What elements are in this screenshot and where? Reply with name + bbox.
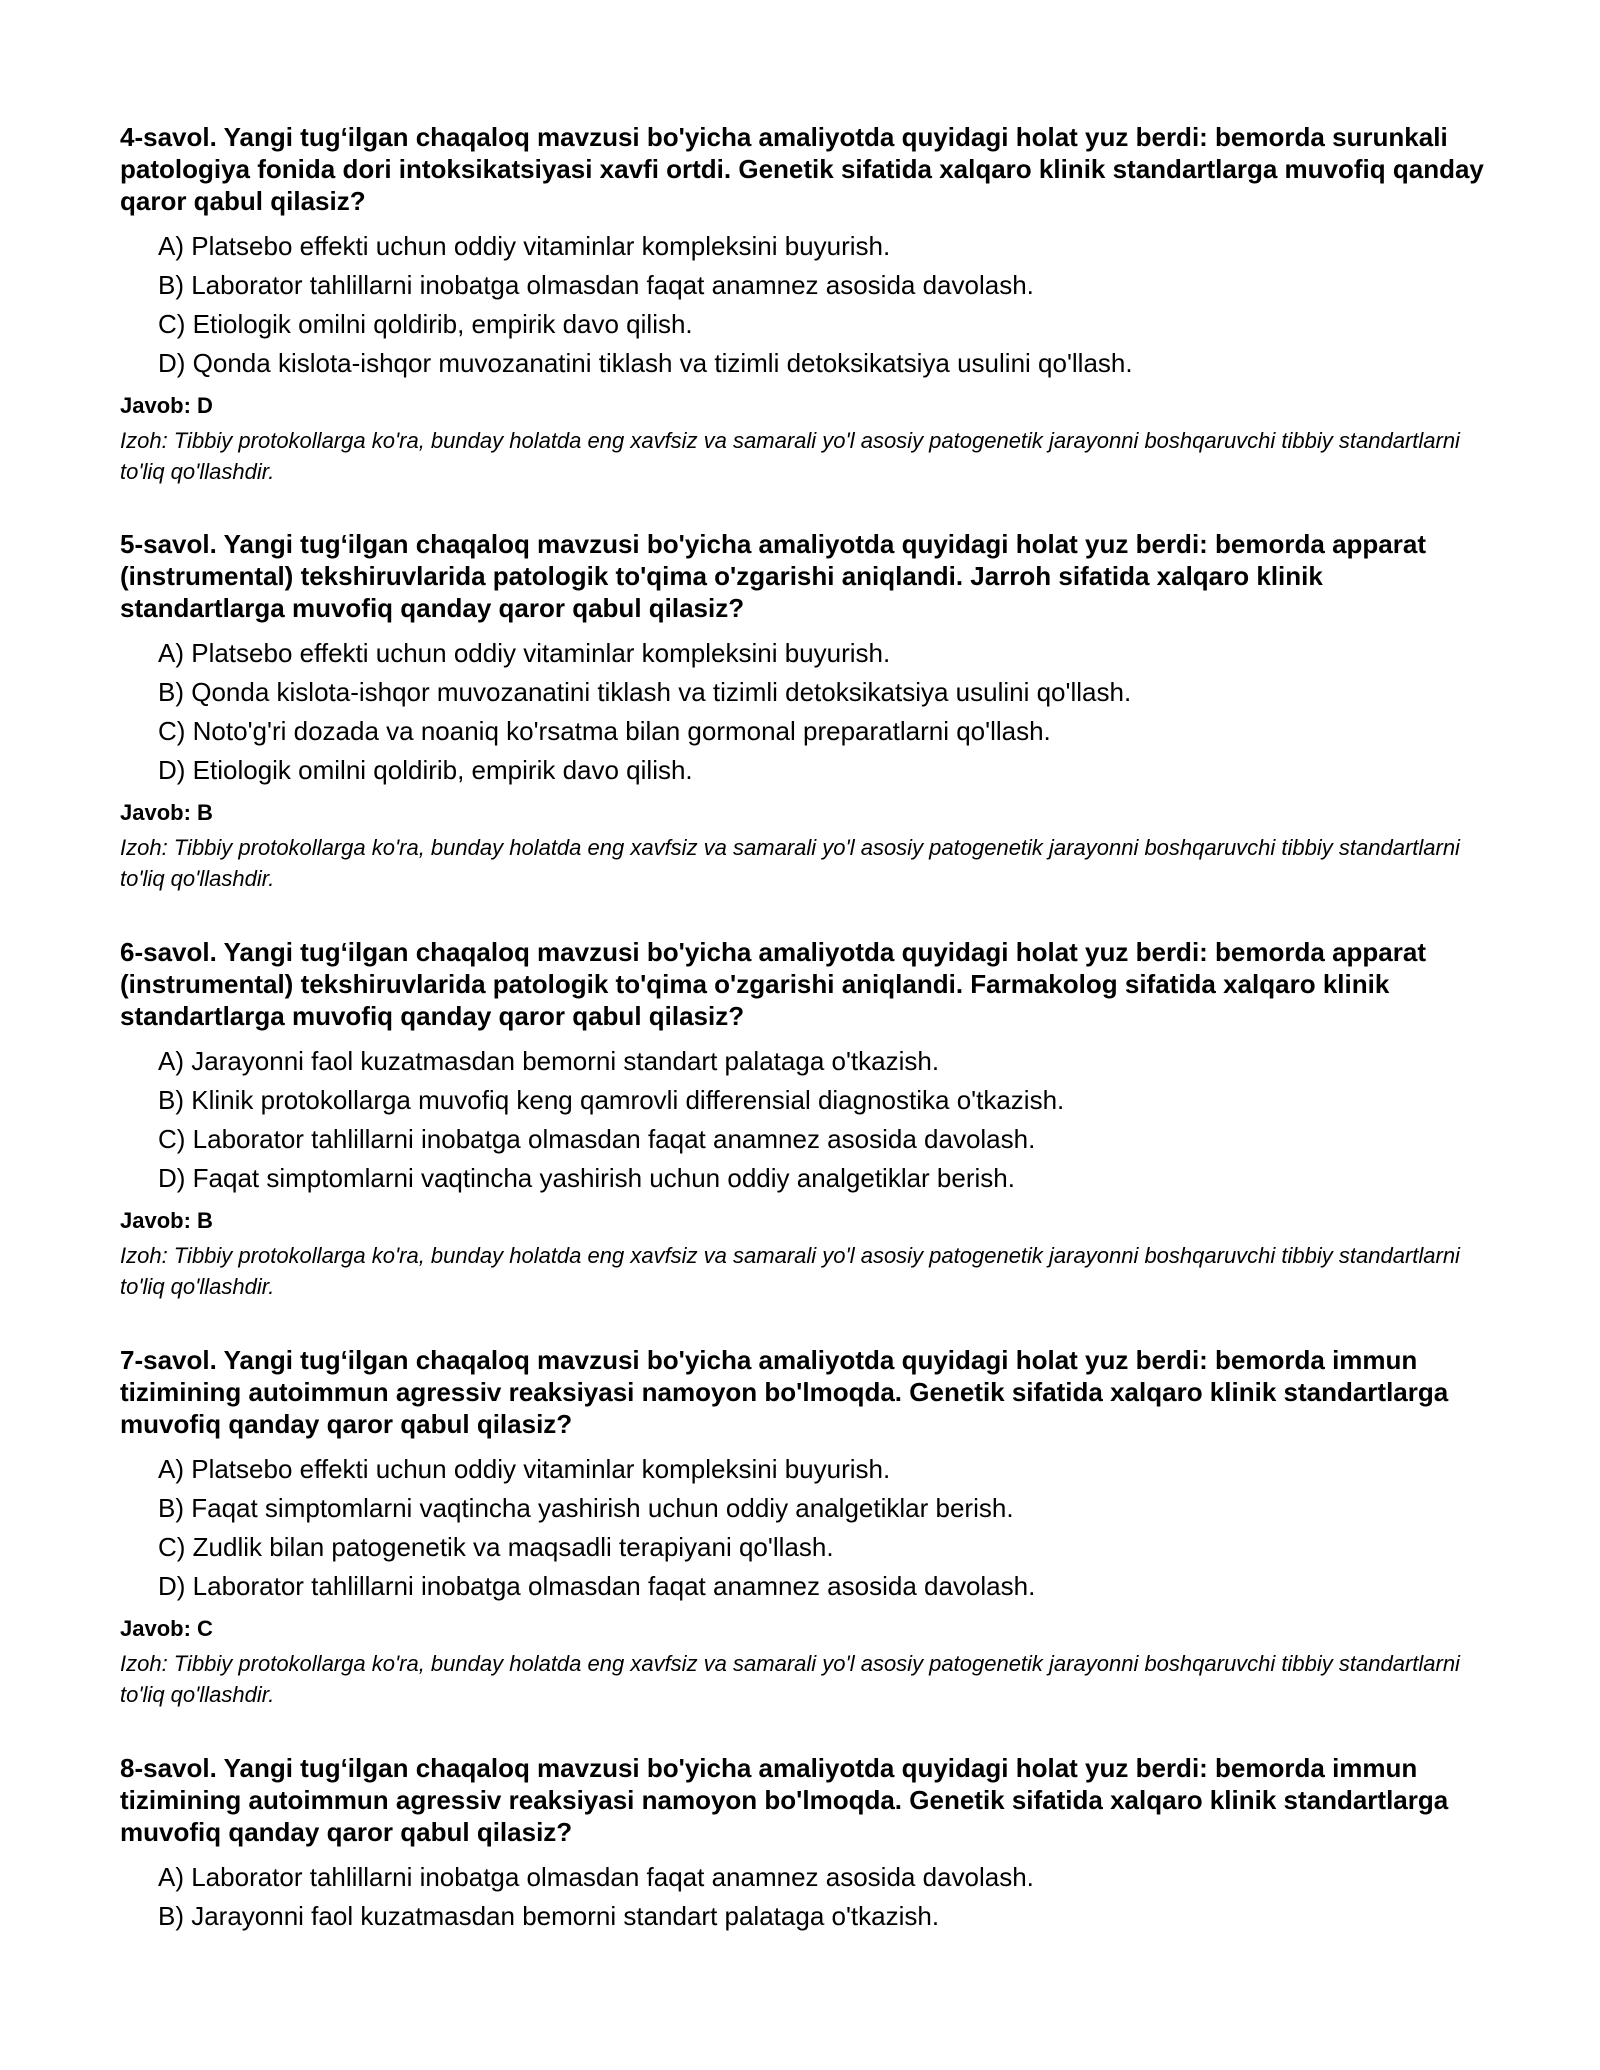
option-b: B) Laborator tahlillarni inobatga olmasdan faqat anamnez asosida davolash. (158, 270, 1034, 300)
option-a: A) Jarayonni faol kuzatmasdan bemorni standart palataga o'tkazish. (158, 1046, 940, 1076)
question-block (120, 528, 1490, 894)
explanation-text: Izoh: Tibbiy protokollarga ko'ra, bunday holatda eng xavfsiz va samarali yo'l asosiy patogenetik jarayonni boshqaruvchi tibbiy standartlarni to'liq qo'llashdir. (120, 835, 1460, 891)
question-title: 4-savol. Yangi tug‘ilgan chaqaloq mavzusi bo'yicha amaliyotda quyidagi holat yuz berdi: bemorda surunkali patologiya fonida dori intoksikatsiyasi xavfi ortdi. Genetik sifatida xalqaro klinik standartlarga muvofiq qanday qaror qabul qilasiz? (120, 122, 1484, 216)
option-c: C) Zudlik bilan patogenetik va maqsadli terapiyani qo'llash. (158, 1532, 834, 1562)
option-d: D) Laborator tahlillarni inobatga olmasdan faqat anamnez asosida davolash. (158, 1571, 1036, 1601)
option-c: C) Etiologik omilni qoldirib, empirik davo qilish. (158, 309, 693, 339)
option-a: A) Laborator tahlillarni inobatga olmasdan faqat anamnez asosida davolash. (158, 1862, 1034, 1892)
option-a: A) Platsebo effekti uchun oddiy vitaminlar kompleksini buyurish. (158, 1454, 891, 1484)
option-c: C) Noto'g'ri dozada va noaniq ko'rsatma bilan gormonal preparatlarni qo'llash. (158, 716, 1051, 746)
option-b: B) Qonda kislota-ishqor muvozanatini tiklash va tizimli detoksikatsiya usulini qo'llash. (158, 677, 1132, 707)
options-list (120, 227, 1490, 383)
options-list (120, 1450, 1490, 1606)
answer-label: Javob: D (120, 393, 213, 418)
options-list (120, 1858, 1490, 1936)
question-block (120, 936, 1490, 1302)
question-title: 6-savol. Yangi tug‘ilgan chaqaloq mavzusi bo'yicha amaliyotda quyidagi holat yuz berdi: bemorda apparat (instrumental) tekshiruvlarida patologik to'qima o'zgarishi aniqlandi. Farmakolog sifatida xalqaro klinik standartlarga muvofiq qanday qaror qabul qilasiz? (120, 937, 1426, 1031)
explanation-text: Izoh: Tibbiy protokollarga ko'ra, bunday holatda eng xavfsiz va samarali yo'l asosiy patogenetik jarayonni boshqaruvchi tibbiy standartlarni to'liq qo'llashdir. (120, 1243, 1460, 1299)
question-block (120, 1344, 1490, 1710)
option-d: D) Faqat simptomlarni vaqtincha yashirish uchun oddiy analgetiklar berish. (158, 1163, 1015, 1193)
explanation-text: Izoh: Tibbiy protokollarga ko'ra, bunday holatda eng xavfsiz va samarali yo'l asosiy patogenetik jarayonni boshqaruvchi tibbiy standartlarni to'liq qo'llashdir. (120, 428, 1460, 484)
answer-label: Javob: C (120, 1616, 213, 1641)
option-d: D) Etiologik omilni qoldirib, empirik davo qilish. (158, 755, 693, 785)
question-title: 8-savol. Yangi tug‘ilgan chaqaloq mavzusi bo'yicha amaliyotda quyidagi holat yuz berdi: bemorda immun tizimining autoimmun agressiv reaksiyasi namoyon bo'lmoqda. Genetik sifatida xalqaro klinik standartlarga muvofiq qanday qaror qabul qilasiz? (120, 1753, 1449, 1847)
option-a: A) Platsebo effekti uchun oddiy vitaminlar kompleksini buyurish. (158, 638, 891, 668)
option-d: D) Qonda kislota-ishqor muvozanatini tiklash va tizimli detoksikatsiya usulini qo'llash. (158, 348, 1133, 378)
option-a: A) Platsebo effekti uchun oddiy vitaminlar kompleksini buyurish. (158, 231, 891, 261)
option-c: C) Laborator tahlillarni inobatga olmasdan faqat anamnez asosida davolash. (158, 1124, 1036, 1154)
question-block (120, 121, 1490, 487)
answer-label: Javob: B (120, 800, 213, 825)
option-b: B) Jarayonni faol kuzatmasdan bemorni standart palataga o'tkazish. (158, 1901, 940, 1931)
options-list (120, 634, 1490, 790)
question-title: 5-savol. Yangi tug‘ilgan chaqaloq mavzusi bo'yicha amaliyotda quyidagi holat yuz berdi: bemorda apparat (instrumental) tekshiruvlarida patologik to'qima o'zgarishi aniqlandi. Jarroh sifatida xalqaro klinik standartlarga muvofiq qanday qaror qabul qilasiz? (120, 529, 1426, 623)
options-list (120, 1042, 1490, 1198)
question-title: 7-savol. Yangi tug‘ilgan chaqaloq mavzusi bo'yicha amaliyotda quyidagi holat yuz berdi: bemorda immun tizimining autoimmun agressiv reaksiyasi namoyon bo'lmoqda. Genetik sifatida xalqaro klinik standartlarga muvofiq qanday qaror qabul qilasiz? (120, 1345, 1449, 1439)
question-block (120, 1752, 1490, 1936)
option-b: B) Faqat simptomlarni vaqtincha yashirish uchun oddiy analgetiklar berish. (158, 1493, 1014, 1523)
explanation-text: Izoh: Tibbiy protokollarga ko'ra, bunday holatda eng xavfsiz va samarali yo'l asosiy patogenetik jarayonni boshqaruvchi tibbiy standartlarni to'liq qo'llashdir. (120, 1651, 1460, 1707)
option-b: B) Klinik protokollarga muvofiq keng qamrovli differensial diagnostika o'tkazish. (158, 1085, 1065, 1115)
answer-label: Javob: B (120, 1208, 213, 1233)
